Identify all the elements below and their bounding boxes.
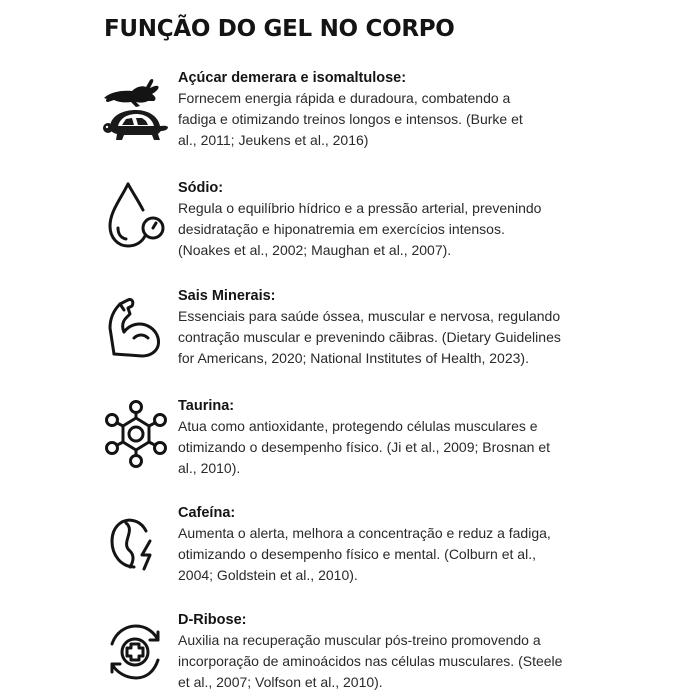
flexed-arm-icon [100, 288, 170, 366]
item-title: D-Ribose: [178, 612, 247, 628]
item-description-line: 2004; Goldstein et al., 2010). [178, 567, 358, 583]
item-description-line: Regula o equilíbrio hídrico e a pressão arterial, prevenindo [178, 200, 542, 216]
coffee-bean-lightning-icon [100, 507, 170, 585]
item-description-line: fadiga e otimizando treinos longos e intensos. (Burke et [178, 111, 523, 127]
molecule-icon [100, 396, 170, 474]
item-description-line: Auxilia na recuperação muscular pós-treino promovendo a [178, 632, 541, 648]
item-description-line: al., 2010). [178, 460, 241, 476]
item-description-line: contração muscular e prevenindo cãibras. (Dietary Guidelines [178, 329, 561, 345]
page-title: FUNÇÃO DO GEL NO CORPO [104, 16, 455, 42]
item-description-line: Essenciais para saúde óssea, muscular e nervosa, regulando [178, 308, 561, 324]
item-title: Açúcar demerara e isomaltulose: [178, 70, 407, 86]
item-description-line: otimizando o desempenho físico e mental. (Colburn et al., [178, 546, 536, 562]
item-description-line: (Noakes et al., 2002; Maughan et al., 2007). [178, 242, 452, 258]
item-description-line: Aumenta o alerta, melhora a concentração e reduz a fadiga, [178, 525, 551, 541]
item-description-line: al., 2011; Jeukens et al., 2016) [178, 132, 369, 148]
item-description-line: Atua como antioxidante, protegendo células musculares e [178, 418, 538, 434]
item-description-line: incorporação de aminoácidos nas células musculares. (Steele [178, 653, 563, 669]
water-drop-gauge-icon [100, 178, 170, 256]
item-description-line: for Americans, 2020; National Institutes of Health, 2023). [178, 350, 529, 366]
item-description-line: et al., 2007; Volfson et al., 2010). [178, 674, 383, 690]
item-title: Sais Minerais: [178, 288, 276, 304]
item-description-line: otimizando o desempenho físico. (Ji et al., 2009; Brosnan et [178, 439, 550, 455]
rabbit-turtle-icon [100, 70, 170, 150]
item-description-line: Fornecem energia rápida e duradoura, combatendo a [178, 90, 511, 106]
item-title: Cafeína: [178, 505, 236, 521]
item-description-line: desidratação e hiponatremia em exercícios intensos. [178, 221, 505, 237]
item-title: Taurina: [178, 398, 235, 414]
recovery-cross-icon [100, 614, 170, 692]
item-title: Sódio: [178, 180, 224, 196]
